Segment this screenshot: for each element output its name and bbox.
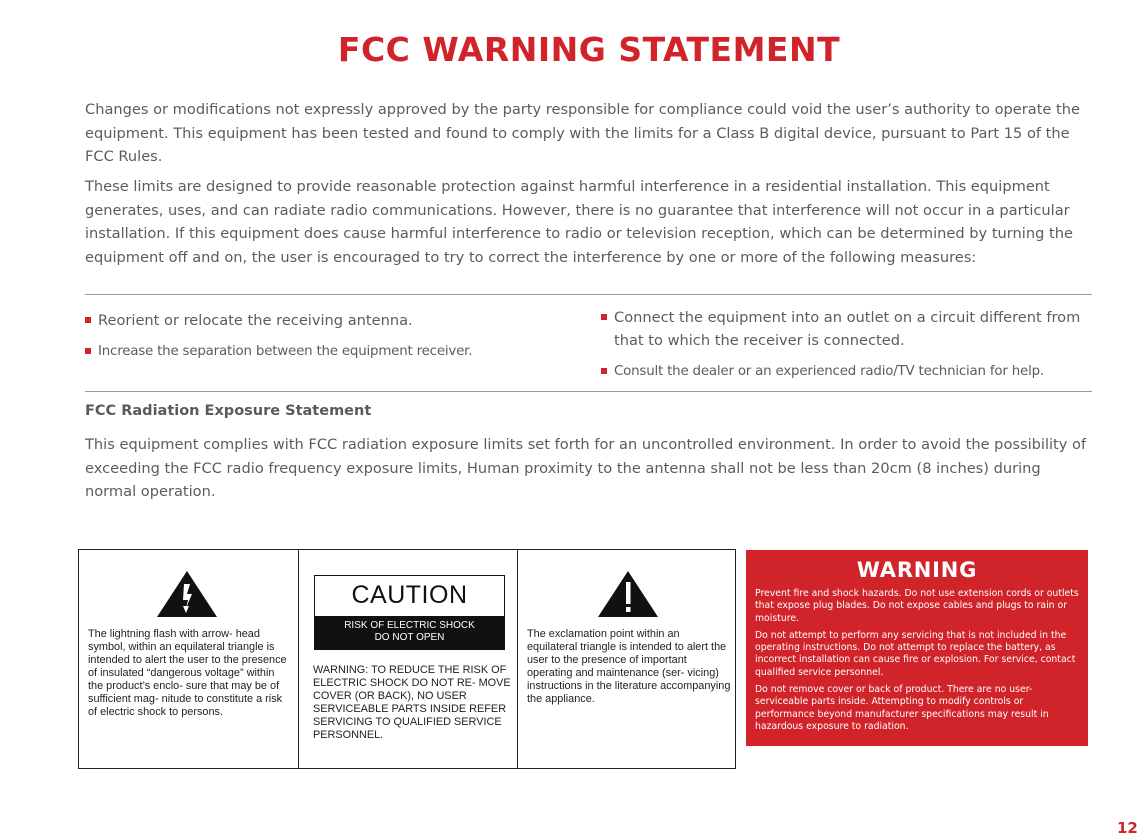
caution-word: CAUTION — [351, 581, 468, 609]
caution-label — [314, 575, 505, 650]
caution-band-line: RISK OF ELECTRIC SHOCK — [344, 620, 475, 631]
page-title: FCC WARNING STATEMENT — [337, 30, 841, 69]
lightning-warning-icon — [156, 570, 218, 618]
caution-description: WARNING: TO REDUCE THE RISK OF ELECTRIC SHOCK DO NOT RE- MOVE COVER (OR BACK), NO USER SERVICEABLE PARTS INSIDE REFER SERVICING TO QUALIFIED SERVICE PERSONNEL. — [313, 664, 511, 741]
warning-title: WARNING — [856, 558, 978, 582]
caution-cell — [299, 550, 518, 768]
warning-paragraph: Prevent fire and shock hazards. Do not use extension cords or outlets that expose plug blades. Do not expose cables and plugs to rain or moisture. — [755, 588, 1079, 624]
lightning-description: The lightning flash with arrow- head symbol, within an equilateral triangle is intended to alert the user to the presence of insulated “dangerous voltage” within the product’s enclo- sure that may be of sufficient mag- nitude to constitute a risk of electric shock to persons. — [88, 628, 287, 718]
page-number: 12 — [1117, 819, 1138, 837]
measure-text: Increase the separation between the equipment receiver. — [98, 344, 473, 359]
measure-text: Reorient or relocate the receiving antenna. — [98, 312, 413, 329]
bullet-square-icon — [601, 314, 607, 320]
bullet-square-icon — [85, 317, 91, 323]
exclamation-description: The exclamation point within an equilateral triangle is intended to alert the user to the presence of important operating and maintenance (ser- vicing) instructions in the literature accompanying the appliance. — [527, 628, 731, 705]
warning-panel — [746, 550, 1088, 746]
warning-paragraph: Do not attempt to perform any servicing that is not included in the operating instructions. Do not attempt to replace the battery, as incorrect installation can cause fire or explosion. For service, contact qualified service personnel. — [755, 629, 1076, 678]
divider-top — [85, 294, 1092, 295]
bullet-square-icon — [85, 348, 91, 354]
safety-symbols-table — [78, 549, 736, 769]
exclamation-symbol-cell — [518, 550, 734, 768]
measure-text: Connect the equipment into an outlet on a circuit different from that to which the receiver is connected. — [614, 309, 1081, 349]
measure-item — [85, 340, 565, 363]
modification-paragraph: Changes or modifications not expressly approved by the party responsible for compliance could void the user’s authority to operate the equipment. This equipment has been tested and found to comply with the limits for a Class B digital device, pursuant to Part 15 of the FCC Rules. — [85, 101, 1080, 165]
exclamation-warning-icon — [597, 570, 659, 618]
caution-band — [315, 616, 504, 649]
measure-item — [601, 360, 1101, 383]
measure-item — [85, 309, 565, 332]
caution-band-line: DO NOT OPEN — [374, 632, 445, 643]
lightning-symbol-cell — [79, 550, 299, 768]
divider-bottom — [85, 391, 1092, 392]
measure-text: Consult the dealer or an experienced radio/TV technician for help. — [614, 364, 1044, 379]
warning-paragraph: Do not remove cover or back of product. There are no user-serviceable parts inside. Attempting to modify controls or performance beyond manufacturer specifications may result in hazardous exposure to radiation. — [755, 684, 1049, 732]
limits-paragraph: These limits are designed to provide reasonable protection against harmful interference in a residential installation. This equipment generates, uses, and can radiate radio communications. However, there is no guarantee that interference will not occur in a particular installation. If this equipment does cause harmful interference to radio or television reception, which can be determined by turning the equipment off and on, the user is encouraged to try to correct the interference by one or more of the following measures: — [85, 178, 1073, 266]
measure-item — [601, 306, 1081, 352]
bullet-square-icon — [601, 368, 607, 374]
radiation-heading: FCC Radiation Exposure Statement — [85, 403, 372, 419]
radiation-paragraph: This equipment complies with FCC radiation exposure limits set forth for an uncontrolled environment. In order to avoid the possibility of exceeding the FCC radio frequency exposure limits, Human proximity to the antenna shall not be less than 20cm (8 inches) during normal operation. — [85, 436, 1087, 500]
